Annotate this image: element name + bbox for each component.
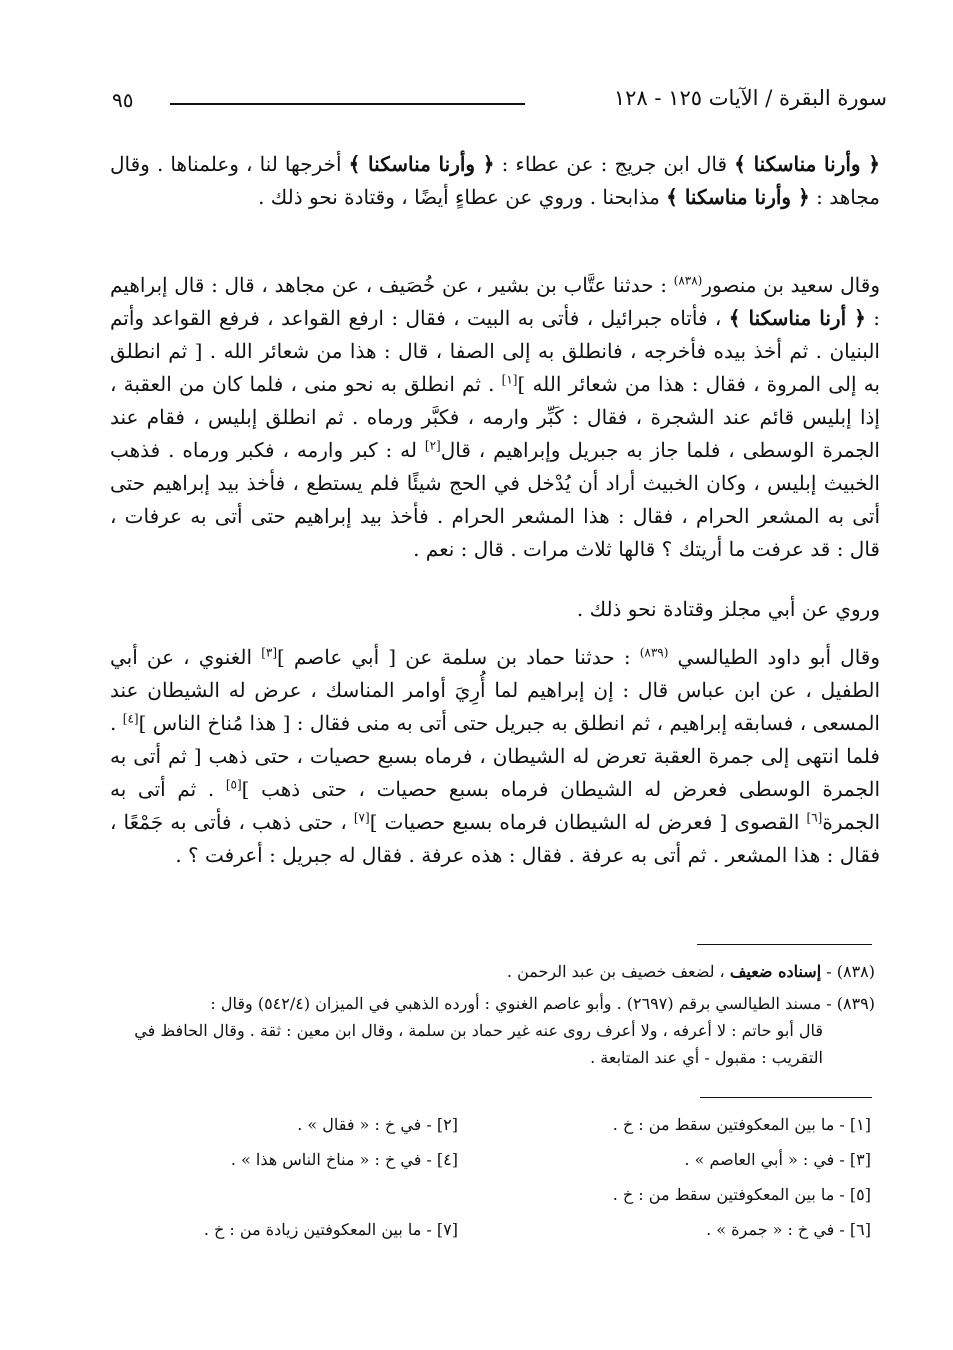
text-segment: . ثم أتى به الجمرة (110, 777, 880, 834)
footnote-ref: (٨٣٩) (639, 645, 669, 660)
footnote-number: (٨٣٨) - (821, 962, 875, 981)
page-number: ٩٥ (112, 88, 134, 112)
variant-ref: [٦] (806, 810, 823, 825)
footnote-text: ، لضعف خصيف بن عبد الرحمن . (506, 962, 730, 981)
footnote-838 (110, 958, 875, 985)
paragraph-1 (110, 148, 880, 214)
footnote-text: مسند الطيالسي برقم (٢٦٩٧) . وأبو عاصم الغنوي : أورده الذهبي في الميزان (٥٤٢/٤) وقال : (210, 994, 822, 1013)
text-segment: وقال سعيد بن منصور (702, 273, 880, 297)
variants-separator (700, 1097, 872, 1098)
variant-ref: [١] (501, 372, 518, 387)
variant-note-1: [١] - ما بين المعكوفتين سقط من : خ . (612, 1115, 871, 1134)
text-segment: : حدثنا عتَّاب بن بشير ، عن خُصَيف ، عن مجاهد ، قال : قال إبراهيم : (110, 273, 880, 330)
variant-ref: [٥] (225, 777, 242, 792)
footnote-continuation: قال أبو حاتم : لا أعرفه ، ولا أعرف روى عنه غير حماد بن سلمة ، وقال ابن معين : ثقة . وقال الحافظ في التقريب : مقبول - أي عند المتابعة . (134, 1021, 823, 1067)
footnotes-separator (697, 944, 872, 945)
text-segment: ، حتى ذهب ، فأتى به جَمْعًا ، فقال : هذا المشعر . ثم أتى به عرفة . فقال : هذه عرفة . فقال له جبريل : أعرفت ؟ . (110, 810, 880, 867)
text-segment: مذابحنا . وروي عن عطاءٍ أيضًا ، وقتادة نحو ذلك . (258, 185, 667, 209)
variant-note-5: [٥] - ما بين المعكوفتين سقط من : خ . (612, 1185, 871, 1204)
quran-quote: ﴿ وأرنا مناسكنا ﴾ (348, 152, 495, 176)
variant-ref: [٢] (424, 438, 441, 453)
footnote-number: (٨٣٩) - (821, 994, 875, 1013)
variant-note-3: [٣] - في : « أبي العاصم » . (684, 1150, 871, 1169)
paragraph-4 (110, 641, 880, 872)
text-segment: ، فأتاه جبرائيل ، فأتى به البيت ، فقال : ارفع القواعد ، فرفع القواعد وأتم البنيان . ثم أخذ بيده فأخرجه ، فانطلق به إلى الصفا ، قال : هذا من شعائر الله . [ ثم انطلق به إلى المروة ، فقال : هذا من شعائر الله ] (110, 306, 880, 396)
text-segment: وقال أبو داود الطيالسي (668, 645, 881, 669)
footnote-grade: إسناده ضعيف (729, 962, 822, 981)
variant-note-2: [٢] - في خ : « فقال » . (297, 1115, 458, 1134)
variant-note-6: [٦] - في خ : « جمرة » . (706, 1220, 871, 1239)
variant-note-4: [٤] - في خ : « مناخ الناس هذا » . (230, 1150, 458, 1169)
text-segment: . فلما انتهى إلى جمرة العقبة تعرض له الشيطان ، فرماه بسبع حصيات ، حتى ذهب [ ثم أتى به الجمرة الوسطى فعرض له الشيطان فرماه بسبع حصيات ، حتى ذهب ] (110, 711, 881, 801)
quran-quote: ﴿ وأرنا مناسكنا ﴾ (734, 152, 881, 176)
footnote-839 (110, 990, 875, 1071)
variant-ref: [٤] (122, 711, 139, 726)
variant-ref: [٧] (353, 810, 370, 825)
quran-quote: ﴿ وأرنا مناسكنا ﴾ (666, 185, 810, 209)
text-segment: . ثم انطلق به نحو منى ، فلما كان من العقبة ، إذا إبليس قائم عند الشجرة ، فقال : كَبِّر وارمه ، فكبَّر ورماه . ثم انطلق إبليس ، فقام عند الجمرة الوسطى ، فلما جاز به جبريل وإبراهيم ، قال (110, 372, 880, 462)
text-segment: له : كبر وارمه ، فكبر ورماه . فذهب الخبيث إبليس ، وكان الخبيث أراد أن يُدْخل في الحج شيئًا فلم يستطع ، فأخذ بيد إبراهيم حتى أتى به المشعر الحرام ، فقال : هذا المشعر الحرام . فأخذ بيد إبراهيم حتى أتى به عرفات ، قال : قد عرفت ما أريتك ؟ قالها ثلاث مرات . قال : نعم . (110, 438, 880, 561)
running-title: سورة البقرة / الآيات ١٢٥ - ١٢٨ (613, 86, 887, 110)
header-rule (170, 103, 525, 105)
footnote-ref: (٨٣٨) (673, 273, 703, 288)
quran-quote: ﴿ أرنا مناسكنا ﴾ (728, 306, 866, 330)
text-segment: الغنوي ، عن أبي الطفيل ، عن ابن عباس قال : إن إبراهيم لما أُرِيَ أوامر المناسك ، عرض له الشيطان عند المسعى ، فسابقه إبراهيم ، ثم انطلق به جبريل حتى أتى به منى فقال : [ هذا مُناخ الناس ] (110, 645, 880, 735)
text-segment: أخرجها لنا ، وعلمناها . وقال مجاهد : (110, 152, 880, 209)
text-segment: قال ابن جريج : عن عطاء : (494, 152, 735, 176)
variant-note-7: [٧] - ما بين المعكوفتين زيادة من : خ . (203, 1220, 458, 1239)
paragraph-2 (110, 269, 880, 566)
text-segment: : حدثنا حماد بن سلمة عن [ أبي عاصم ] (277, 645, 640, 669)
variant-ref: [٣] (261, 645, 278, 660)
text-segment: القصوى [ فعرض له الشيطان فرماه بسبع حصيات ] (369, 810, 807, 834)
paragraph-3: وروي عن أبي مجلز وقتادة نحو ذلك . (576, 597, 880, 621)
